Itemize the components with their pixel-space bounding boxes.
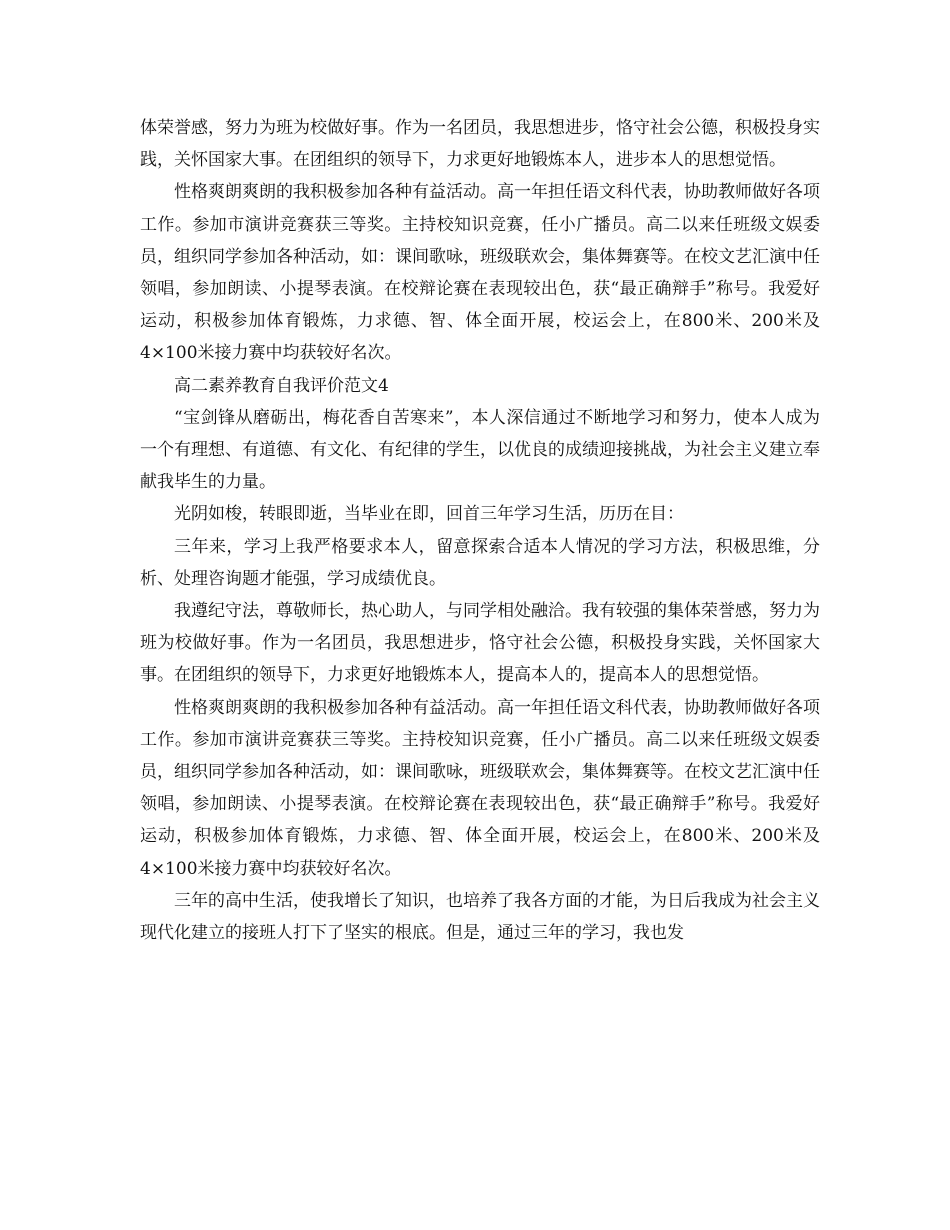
paragraph: 性格爽朗爽朗的我积极参加各种有益活动。高一年担任语文科代表，协助教师做好各项工作。参加市演讲竞赛获三等奖。主持校知识竞赛，任小广播员。高二以来任班级文娱委员，组织同学参加各种活动，如：课间歌咏，班级联欢会，集体舞赛等。在校文艺汇演中任领唱，参加朗读、小提琴表演。在校辩论赛在表现较出色，获“最正确辩手”称号。我爱好运动，积极参加体育锻炼，力求德、智、体全面开展，校运会上，在800米、200米及4×100米接力赛中均获较好名次。 <box>140 182 820 364</box>
paragraph: 我遵纪守法，尊敬师长，热心助人，与同学相处融洽。我有较强的集体荣誉感，努力为班为校做好事。作为一名团员，我思想进步，恪守社会公德，积极投身实践，关怀国家大事。在团组织的领导下，力求更好地锻炼本人，提高本人的，提高本人的思想觉悟。 <box>140 601 820 686</box>
paragraph-continued: 体荣誉感，努力为班为校做好事。作为一名团员，我思想进步，恪守社会公德，积极投身实践，关怀国家大事。在团组织的领导下，力求更好地锻炼本人，进步本人的思想觉悟。 <box>140 118 820 171</box>
paragraph: 三年的高中生活，使我增长了知识，也培养了我各方面的才能，为日后我成为社会主义现代化建立的接班人打下了坚实的根底。但是，通过三年的学习，我也发 <box>140 890 820 944</box>
paragraph: 三年来，学习上我严格要求本人，留意探索合适本人情况的学习方法，积极思维，分析、处理咨询题才能强，学习成绩优良。 <box>140 536 820 589</box>
paragraph: “宝剑锋从磨砺出，梅花香自苦寒来”，本人深信通过不断地学习和努力，使本人成为一个有理想、有道德、有文化、有纪律的学生，以优良的成绩迎接挑战，为社会主义建立奉献我毕生的力量。 <box>140 407 820 493</box>
paragraph: 光阴如梭，转眼即逝，当毕业在即，回首三年学习生活，历历在目： <box>174 504 684 525</box>
section-heading: 高二素养教育自我评价范文4 <box>174 375 389 396</box>
paragraph: 性格爽朗爽朗的我积极参加各种有益活动。高一年担任语文科代表，协助教师做好各项工作。参加市演讲竞赛获三等奖。主持校知识竞赛，任小广播员。高二以来任班级文娱委员，组织同学参加各种活动，如：课间歌咏，班级联欢会，集体舞赛等。在校文艺汇演中任领唱，参加朗读、小提琴表演。在校辩论赛在表现较出色，获“最正确辩手”称号。我爱好运动，积极参加体育锻炼，力求德、智、体全面开展，校运会上，在800米、200米及4×100米接力赛中均获较好名次。 <box>140 697 820 879</box>
document-body <box>140 112 820 949</box>
